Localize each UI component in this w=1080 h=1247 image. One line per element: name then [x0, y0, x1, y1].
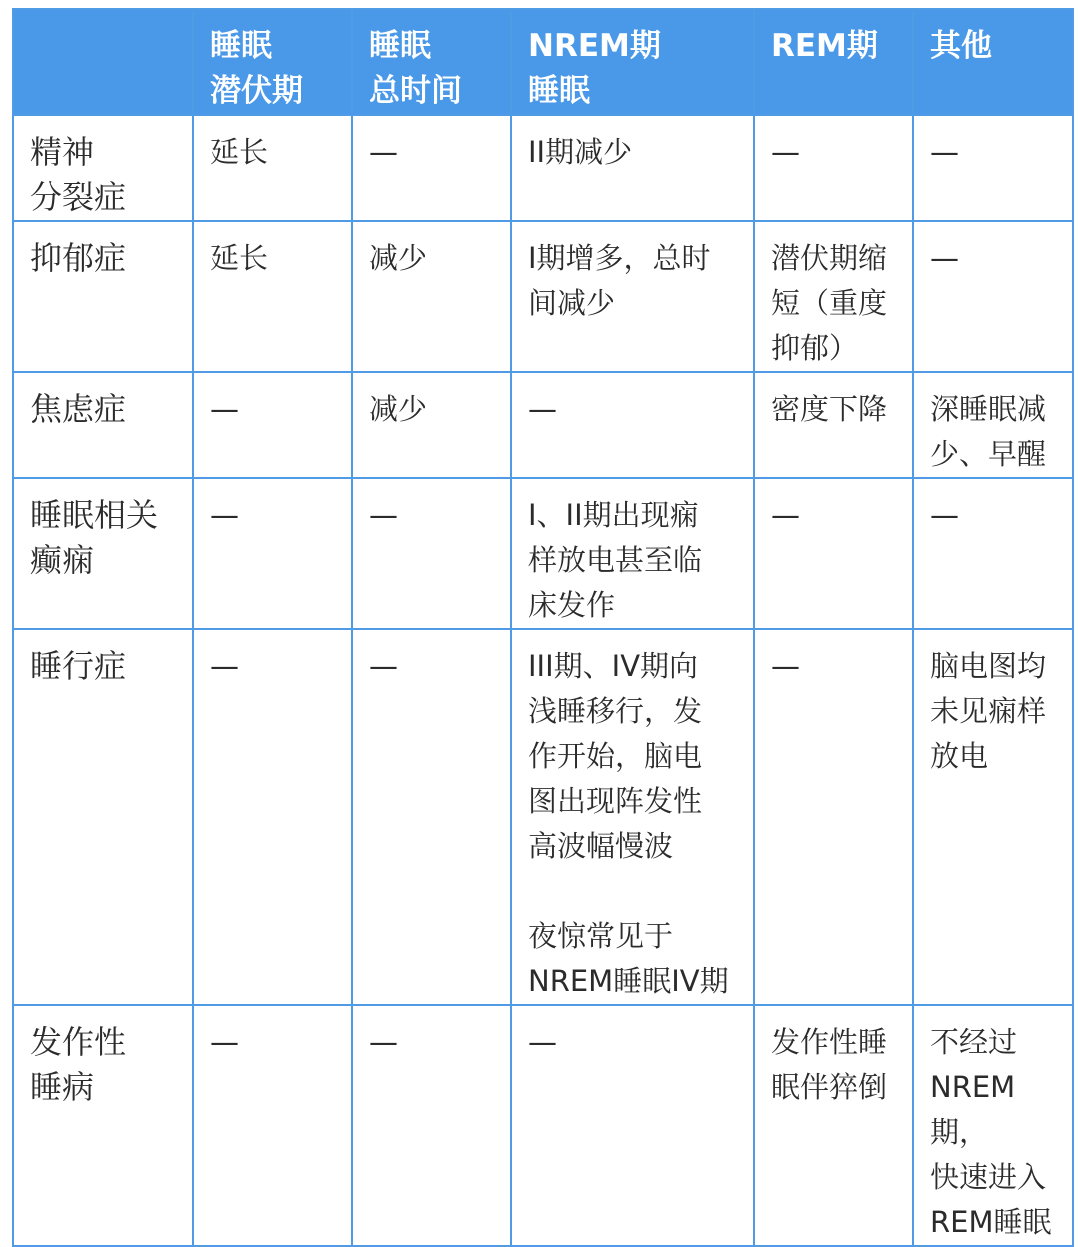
cell-nrem: —: [511, 1005, 754, 1246]
table-row: [13, 221, 1073, 372]
header-nrem-sleep: NREM期 睡眠: [511, 9, 754, 115]
table-row: [13, 478, 1073, 629]
cell-total-sleep-time: —: [352, 1005, 511, 1246]
cell-other: —: [913, 478, 1073, 629]
cell-rem: 潜伏期缩 短（重度 抑郁）: [754, 221, 913, 372]
row-label: 抑郁症: [13, 221, 193, 372]
cell-other: —: [913, 221, 1073, 372]
cell-nrem: II期减少: [511, 115, 754, 221]
cell-nrem: III期、IV期向 浅睡移行，发 作开始，脑电 图出现阵发性 高波幅慢波 夜惊常见于 NREM睡眠IV期: [511, 629, 754, 1005]
cell-sleep-latency: —: [193, 372, 352, 478]
table-row: [13, 372, 1073, 478]
table-row: [13, 1005, 1073, 1246]
header-sleep-latency: 睡眠 潜伏期: [193, 9, 352, 115]
row-label: 焦虑症: [13, 372, 193, 478]
cell-sleep-latency: —: [193, 629, 352, 1005]
row-label: 发作性 睡病: [13, 1005, 193, 1246]
cell-sleep-latency: —: [193, 1005, 352, 1246]
cell-sleep-latency: 延长: [193, 115, 352, 221]
header-total-sleep-time: 睡眠 总时间: [352, 9, 511, 115]
row-label: 睡行症: [13, 629, 193, 1005]
cell-rem: 发作性睡 眠伴猝倒: [754, 1005, 913, 1246]
header-row: [13, 9, 1073, 115]
cell-total-sleep-time: —: [352, 115, 511, 221]
cell-total-sleep-time: 减少: [352, 372, 511, 478]
cell-rem: 密度下降: [754, 372, 913, 478]
cell-sleep-latency: 延长: [193, 221, 352, 372]
cell-total-sleep-time: —: [352, 629, 511, 1005]
header-rem-sleep: REM期: [754, 9, 913, 115]
cell-other: 深睡眠减 少、早醒: [913, 372, 1073, 478]
row-label: 睡眠相关 癫痫: [13, 478, 193, 629]
cell-nrem: I、II期出现痫 样放电甚至临 床发作: [511, 478, 754, 629]
header-other: 其他: [913, 9, 1073, 115]
cell-sleep-latency: —: [193, 478, 352, 629]
cell-rem: —: [754, 478, 913, 629]
cell-other: —: [913, 115, 1073, 221]
cell-nrem: —: [511, 372, 754, 478]
cell-other: 不经过 NREM期， 快速进入 REM睡眠: [913, 1005, 1073, 1246]
table-row: [13, 115, 1073, 221]
cell-rem: —: [754, 115, 913, 221]
cell-nrem: I期增多，总时 间减少: [511, 221, 754, 372]
row-label: 精神 分裂症: [13, 115, 193, 221]
cell-total-sleep-time: —: [352, 478, 511, 629]
cell-rem: —: [754, 629, 913, 1005]
sleep-disorder-table: [12, 8, 1074, 1247]
header-corner: [13, 9, 193, 115]
table-row: [13, 629, 1073, 1005]
cell-other: 脑电图均 未见痫样 放电: [913, 629, 1073, 1005]
cell-total-sleep-time: 减少: [352, 221, 511, 372]
